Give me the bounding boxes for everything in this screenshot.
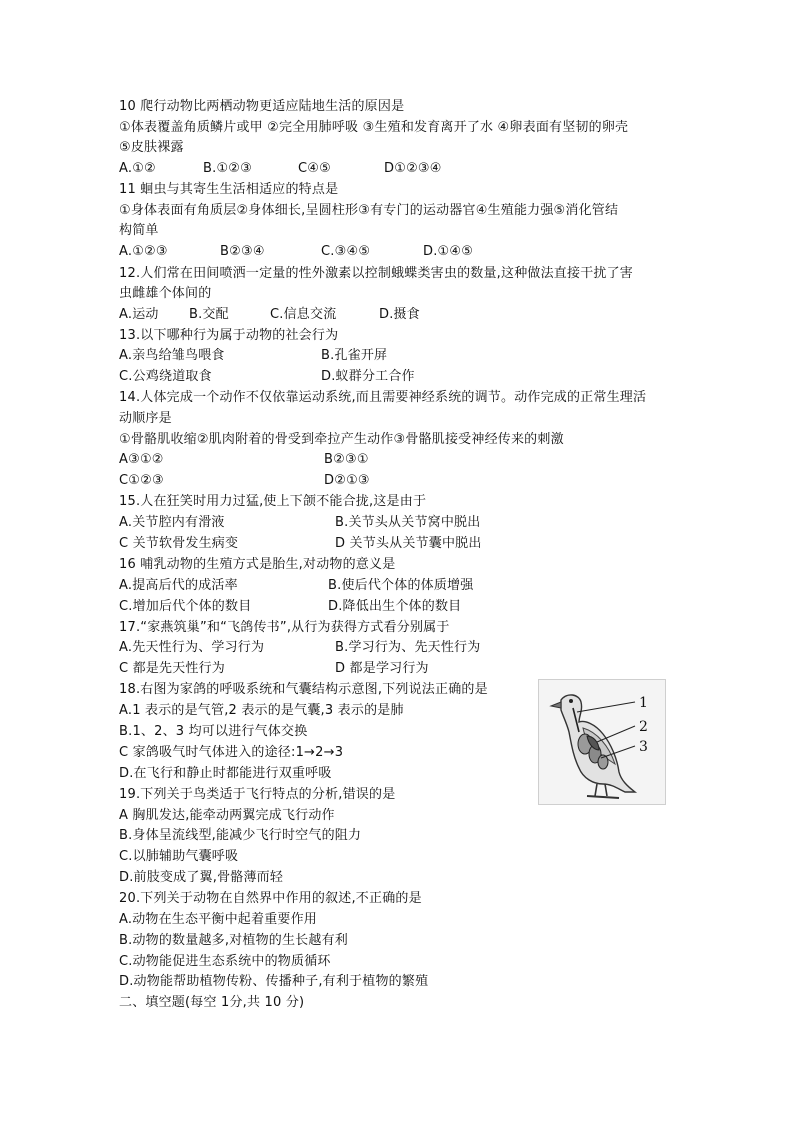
q19-option-c: C.以肺辅助气囊呼吸	[119, 849, 239, 864]
q16-stem: 16 哺乳动物的生殖方式是胎生,对动物的意义是	[119, 557, 396, 572]
q14-option-d: D②①③	[324, 473, 370, 488]
q11-option-a: A.①②③	[119, 244, 168, 259]
q14-statements: ①骨骼肌收缩②肌肉附着的骨受到牵拉产生动作③骨骼肌接受神经传来的刺激	[119, 432, 564, 447]
q17-option-c: C 都是先天性行为	[119, 661, 226, 676]
q13-option-a: A.亲鸟给雏鸟喂食	[119, 348, 225, 363]
pigeon-beak	[551, 702, 561, 708]
q18-stem: 18.右图为家鸽的呼吸系统和气囊结构示意图,下列说法正确的是	[119, 682, 488, 697]
q19-stem: 19.下列关于鸟类适于飞行特点的分析,错误的是	[119, 787, 396, 802]
q18-option-b: B.1、2、3 均可以进行气体交换	[119, 724, 308, 739]
pigeon-eye	[569, 699, 573, 703]
q19-option-a: A 胸肌发达,能牵动两翼完成飞行动作	[119, 808, 335, 823]
q15-option-a: A.关节腔内有滑液	[119, 515, 225, 530]
pigeon-leg	[595, 784, 607, 796]
q15-option-c: C 关节软骨发生病变	[119, 536, 239, 551]
figure-label-1: 1	[639, 695, 648, 711]
q12-option-c: C.信息交流	[270, 307, 337, 322]
q11-statements: ①身体表面有角质层②身体细长,呈圆柱形③有专门的运动器官④生殖能力强⑤消化管结	[119, 203, 619, 218]
figure-label-2: 2	[639, 719, 648, 735]
q16-option-c: C.增加后代个体的数目	[119, 599, 252, 614]
pigeon-diagram	[539, 680, 665, 804]
q10-statements: ①体表覆盖角质鳞片或甲 ②完全用肺呼吸 ③生殖和发育离开了水 ④卵表面有坚韧的卵壳	[119, 120, 629, 135]
q14-option-c: C①②③	[119, 473, 164, 488]
q14-option-a: A③①②	[119, 452, 164, 467]
q20-option-a: A.动物在生态平衡中起着重要作用	[119, 912, 317, 927]
q13-stem: 13.以下哪种行为属于动物的社会行为	[119, 328, 339, 343]
q12-option-a: A.运动	[119, 307, 159, 322]
q15-option-b: B.关节头从关节窝中脱出	[335, 515, 481, 530]
q17-stem: 17.“家燕筑巢”和“飞鸽传书”,从行为获得方式看分别属于	[119, 620, 450, 635]
q14-option-b: B②③①	[324, 452, 369, 467]
q12-option-d: D.摄食	[379, 307, 420, 322]
q19-option-d: D.前肢变成了翼,骨骼薄而轻	[119, 870, 284, 885]
q13-option-c: C.公鸡绕道取食	[119, 369, 212, 384]
q11-option-d: D.①④⑤	[423, 244, 474, 259]
q10-option-b: B.①②③	[203, 161, 253, 176]
q15-stem: 15.人在狂笑时用力过猛,使上下颌不能合拢,这是由于	[119, 494, 427, 509]
q15-option-d: D 关节头从关节囊中脱出	[335, 536, 482, 551]
q20-stem: 20.下列关于动物在自然界中作用的叙述,不正确的是	[119, 891, 422, 906]
q13-option-b: B.孔雀开屏	[321, 348, 388, 363]
q18-option-d: D.在飞行和静止时都能进行双重呼吸	[119, 766, 332, 781]
q11-statements-cont: 构简单	[119, 223, 159, 238]
q10-option-d: D①②③④	[384, 161, 442, 176]
q12-stem: 12.人们常在田间喷洒一定量的性外激素以控制蛾蝶类害虫的数量,这种做法直接干扰了害	[119, 266, 634, 281]
q18-option-a: A.1 表示的是气管,2 表示的是气囊,3 表示的是肺	[119, 703, 404, 718]
q20-option-b: B.动物的数量越多,对植物的生长越有利	[119, 933, 348, 948]
q10-option-a: A.①②	[119, 161, 156, 176]
q13-option-d: D.蚁群分工合作	[321, 369, 415, 384]
q16-option-b: B.使后代个体的体质增强	[328, 578, 474, 593]
figure-leader-1	[577, 702, 635, 712]
q12-stem-cont: 虫雌雄个体间的	[119, 286, 212, 301]
q10-stem: 10 爬行动物比两栖动物更适应陆地生活的原因是	[119, 99, 405, 114]
section-2-heading: 二、填空题(每空 1分,共 10 分)	[119, 995, 305, 1010]
q17-option-b: B.学习行为、先天性行为	[335, 640, 481, 655]
q19-option-b: B.身体呈流线型,能减少飞行时空气的阻力	[119, 828, 362, 843]
q14-stem-cont: 动顺序是	[119, 411, 172, 426]
q18-option-c: C 家鸽吸气时气体进入的途径:1→2→3	[119, 745, 344, 760]
pigeon-perch	[587, 796, 619, 798]
q11-stem: 11 蛔虫与其寄生生活相适应的特点是	[119, 182, 339, 197]
q20-option-c: C.动物能促进生态系统中的物质循环	[119, 954, 331, 969]
q10-statements-cont: ⑤皮肤裸露	[119, 140, 184, 155]
q11-option-c: C.③④⑤	[321, 244, 371, 259]
q11-option-b: B②③④	[220, 244, 265, 259]
q12-option-b: B.交配	[189, 307, 229, 322]
q10-option-c: C④⑤	[298, 161, 331, 176]
q17-option-a: A.先天性行为、学习行为	[119, 640, 265, 655]
pigeon-respiratory-figure	[538, 679, 666, 805]
q16-option-d: D.降低出生个体的数目	[328, 599, 462, 614]
q14-stem: 14.人体完成一个动作不仅依靠运动系统,而且需要神经系统的调节。动作完成的正常生理活	[119, 390, 647, 405]
q20-option-d: D.动物能帮助植物传粉、传播种子,有利于植物的繁殖	[119, 974, 429, 989]
q17-option-d: D 都是学习行为	[335, 661, 429, 676]
q16-option-a: A.提高后代的成活率	[119, 578, 238, 593]
figure-label-3: 3	[639, 739, 648, 755]
